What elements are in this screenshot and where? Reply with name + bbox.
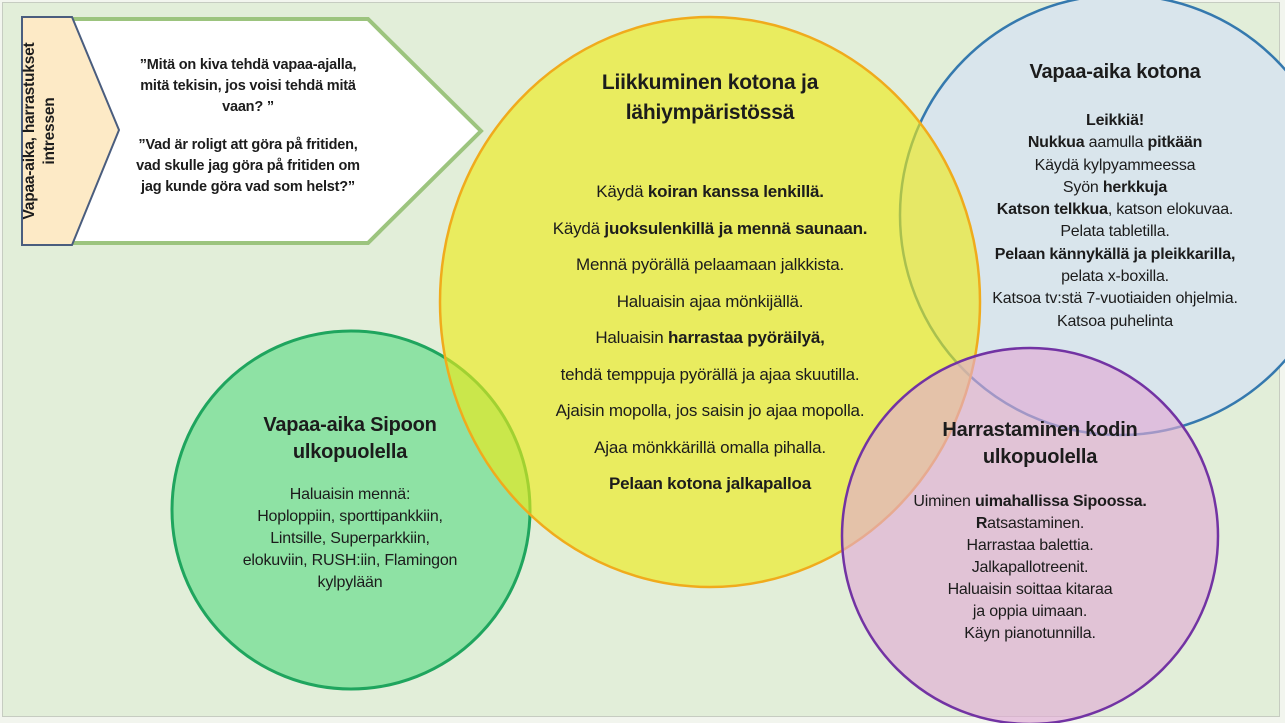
list-item: Katson telkkua, katson elokuvaa. — [996, 201, 1234, 219]
title-line: Liikkuminen kotona ja — [601, 71, 819, 94]
list-item: Lintsille, Superparkkiin, — [270, 530, 430, 547]
list-item: Pelata tabletilla. — [1060, 223, 1170, 241]
list-item: Ajaa mönkkärillä omalla pihalla. — [594, 437, 826, 457]
circle-sipoo-list — [180, 484, 520, 594]
quote-line: vaan? ” — [222, 99, 274, 115]
list-item: Harrastaa balettia. — [966, 537, 1094, 554]
quote-line: vad skulle jag göra på fritiden om — [136, 158, 360, 174]
list-item: tehdä temppuja pyörällä ja ajaa skuutilla. — [560, 364, 860, 384]
list-item: Käydä juoksulenkillä ja mennä saunaan. — [552, 218, 868, 238]
list-item: Käydä kylpyammeessa — [1034, 156, 1196, 174]
quote-line: jag kunde göra vad som helst?” — [141, 179, 355, 195]
circle-sipoo-title — [200, 412, 500, 466]
list-item: Käydä koiran kanssa lenkillä. — [596, 182, 824, 201]
list-item: pelata x-boxilla. — [1061, 268, 1169, 286]
banner-tab-label — [20, 15, 80, 247]
list-item: Mennä pyörällä pelaamaan jalkkista. — [576, 255, 844, 274]
title-line: Vapaa-aika kotona — [1029, 61, 1201, 83]
circle-hobbies-title — [880, 417, 1200, 471]
quote-finnish — [128, 55, 368, 118]
list-item: Ajaisin mopolla, jos saisin jo ajaa mopolla. — [555, 401, 865, 420]
title-line: lähiympäristössä — [625, 101, 795, 124]
list-item: Haluaisin harrastaa pyöräilyä, — [595, 328, 825, 347]
title-line: ulkopuolella — [292, 441, 408, 463]
list-item: kylpylään — [317, 574, 383, 591]
list-item: Hoploppiin, sporttipankkiin, — [257, 508, 443, 525]
list-item: Katsoa tv:stä 7-vuotiaiden ohjelmia. — [992, 290, 1238, 308]
quote-line: mitä tekisin, jos voisi tehdä mitä — [140, 78, 356, 94]
circle-home-list — [915, 110, 1285, 333]
banner-tab-label-line: intressen — [41, 97, 58, 165]
list-item: Haluaisin ajaa mönkijällä. — [616, 291, 804, 311]
banner-quotes — [128, 55, 368, 198]
circle-hobbies-list — [850, 491, 1210, 645]
title-line: Harrastaminen kodin — [942, 419, 1138, 441]
list-item: Haluaisin mennä: — [289, 486, 411, 503]
list-item: Syön herkkuja — [1062, 178, 1168, 196]
list-item: Uiminen uimahallissa Sipoossa. — [913, 493, 1147, 510]
circle-movement-title — [510, 68, 910, 128]
list-item: Leikkiä! — [1086, 112, 1144, 129]
list-item: ja oppia uimaan. — [972, 603, 1088, 620]
quote-line: ”Vad är roligt att göra på fritiden, — [138, 137, 358, 153]
list-item: elokuviin, RUSH:iin, Flamingon — [242, 552, 458, 569]
list-item: Käyn pianotunnilla. — [964, 625, 1096, 642]
list-item: Pelaan kännykällä ja pleikkarilla, — [994, 245, 1236, 263]
circle-home-title — [930, 60, 1285, 84]
list-item: Pelaan kotona jalkapalloa — [609, 474, 811, 493]
list-item: Ratsastaminen. — [975, 515, 1085, 532]
list-item: Katsoa puhelinta — [1056, 312, 1173, 330]
list-item: Nukkua aamulla pitkään — [1027, 134, 1203, 152]
list-item: Haluaisin soittaa kitaraa — [947, 581, 1113, 598]
quote-line: ”Mitä on kiva tehdä vapaa-ajalla, — [139, 57, 357, 73]
title-line: Vapaa-aika Sipoon — [263, 414, 437, 436]
quote-swedish — [128, 135, 368, 198]
title-line: ulkopuolella — [982, 446, 1098, 468]
list-item: Jalkapallotreenit. — [971, 559, 1089, 576]
banner-tab-label-line: Vapaa-aika, harrastukset — [21, 42, 38, 220]
